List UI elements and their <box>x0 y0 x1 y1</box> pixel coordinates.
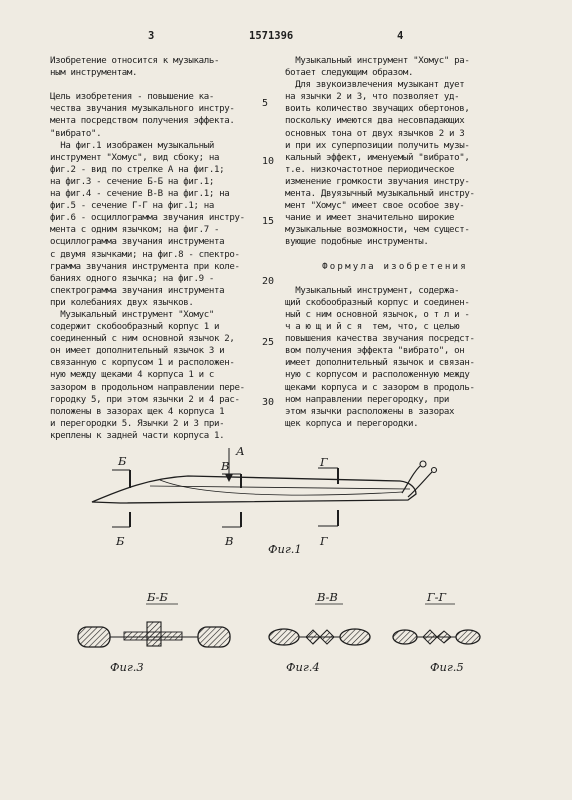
text-line: фиг.2 - вид по стрелке А на фиг.1; <box>50 164 225 175</box>
line-number: 15 <box>262 216 275 227</box>
text-line: мента. Двуязычный музыкальный инстру- <box>285 189 475 200</box>
text-line: соединенный с ним основной язычок 2, <box>50 334 235 345</box>
section-label-g-bottom: Г <box>320 534 328 548</box>
figure-4-caption: Фиг.4 <box>286 660 320 674</box>
text-line: кальный эффект, именуемый "вибрато", <box>285 152 470 163</box>
text-line: ном направлении перегородку, при <box>285 394 449 405</box>
text-line: воить количество звучащих обертонов, <box>285 104 470 115</box>
text-line: спектрограмма звучания инструмента <box>50 285 225 296</box>
text-line: ботает следующим образом. <box>285 68 414 79</box>
patent-number: 1571396 <box>249 30 294 42</box>
figure-1-side-view <box>92 444 437 556</box>
figure-4-section-vv <box>269 590 370 674</box>
text-line: чание и имеет значительно широкие <box>285 213 455 224</box>
text-line: музыкальные возможности, чем сущест- <box>285 225 470 236</box>
text-line: мента посредством получения эффекта. <box>50 116 235 127</box>
text-line: Изобретение относится к музыкаль- <box>50 56 220 66</box>
line-number: 30 <box>262 397 275 408</box>
text-line: ным инструментам. <box>50 68 138 79</box>
text-line: креплены к задней части корпуса 1. <box>50 430 225 441</box>
text-line: зазором в продольном направлении пере- <box>50 382 245 393</box>
section-label-g-top: Г <box>320 455 328 469</box>
text-line: связанную с корпусом 1 и расположен- <box>50 358 235 369</box>
text-line: Для звукоизвлечения музыкант дует <box>285 80 465 91</box>
text-line: на фиг.4 - сечение В-В на фиг.1; на <box>50 189 230 200</box>
section-label-b-top: Б <box>118 454 127 468</box>
text-line: на фиг.3 - сечение Б-Б на фиг.1; <box>50 176 214 187</box>
text-line: баниях одного язычка; на фиг.9 - <box>50 273 214 284</box>
text-line: при колебаниях двух язычков. <box>50 297 194 308</box>
figure-5-title: Г-Г <box>427 590 447 604</box>
text-line: вом получения эффекта "вибрато", он <box>285 346 465 357</box>
text-line: изменение громкости звучания инстру- <box>285 176 470 187</box>
text-line: щий скобообразный корпус и соединен- <box>285 297 470 308</box>
text-line: чества звучания музыкального инстру- <box>50 104 235 115</box>
text-line: "вибрато". <box>50 128 102 139</box>
text-line: фиг.6 - осциллограмма звучания инстру- <box>50 213 245 224</box>
figure-3-section-bb <box>78 590 230 674</box>
text-line: основных тона от двух язычков 2 и 3 <box>285 128 465 139</box>
line-number: 20 <box>262 276 275 287</box>
text-line: Формула изобретения <box>322 261 468 272</box>
line-number: 10 <box>262 156 275 167</box>
text-line: осциллограмма звучания инструмента <box>50 237 225 248</box>
page-number-right: 4 <box>397 30 404 42</box>
line-number: 25 <box>262 337 275 348</box>
text-line: этом язычки расположены в зазорах <box>285 406 455 417</box>
text-line: Музыкальный инструмент "Хомус" <box>50 309 214 320</box>
text-line: и при их суперпозиции получить музы- <box>285 140 470 151</box>
text-line: вующие подобные инструменты. <box>285 237 429 248</box>
text-line: ную между щеками 4 корпуса 1 и с <box>50 370 214 381</box>
text-line: Музыкальный инструмент, содержа- <box>285 285 460 296</box>
view-label-a: А <box>236 444 245 458</box>
text-line: ный с ним основной язычок, о т л и - <box>285 309 470 320</box>
text-line: на язычки 2 и 3, что позволяет уд- <box>285 92 460 103</box>
text-line: мента с одним язычком; на фиг.7 - <box>50 225 220 236</box>
text-line: ную с корпусом и расположенную между <box>285 370 470 381</box>
text-line: с двумя язычками; на фиг.8 - спектро- <box>50 249 240 260</box>
text-line: т.е. низкочастотное периодическое <box>285 164 455 175</box>
text-line: поскольку имеются два несовпадающих <box>285 116 465 127</box>
section-label-v-top: В <box>221 459 230 473</box>
section-label-v-bottom: В <box>225 534 234 548</box>
figure-3-caption: Фиг.3 <box>110 660 144 674</box>
text-line: ч а ю щ и й с я тем, что, с целью <box>285 322 460 333</box>
text-line: грамма звучания инструмента при коле- <box>50 261 240 272</box>
text-line: положены в зазорах щек 4 корпуса 1 <box>50 406 225 417</box>
text-line: щек корпуса и перегородки. <box>285 418 419 429</box>
text-line: На фиг.1 изображен музыкальный <box>50 140 214 151</box>
line-number: 5 <box>262 98 269 109</box>
section-label-b-bottom: Б <box>116 534 125 548</box>
text-line: Цель изобретения - повышение ка- <box>50 92 214 103</box>
figure-4-title: В-В <box>317 590 338 604</box>
text-line: Музыкальный инструмент "Хомус" ра- <box>285 56 470 66</box>
text-line: содержит скобообразный корпус 1 и <box>50 322 220 333</box>
text-line: инструмент "Хомус", вид сбоку; на <box>50 152 220 163</box>
figure-3-title: Б-Б <box>147 590 168 604</box>
figure-5-caption: Фиг.5 <box>430 660 464 674</box>
text-line: имеет дополнительный язычок и связан- <box>285 358 475 369</box>
figure-1-caption: Фиг.1 <box>268 542 302 556</box>
figure-5-section-gg <box>393 590 480 674</box>
text-line: и перегородки 5. Язычки 2 и 3 при- <box>50 418 225 429</box>
text-line: мент "Хомус" имеет свое особое зву- <box>285 201 465 212</box>
text-line: фиг.5 - сечение Г-Г на фиг.1; на <box>50 201 214 212</box>
text-line: повышения качества звучания посредст- <box>285 334 475 345</box>
text-line: он имеет дополнительный язычок 3 и <box>50 346 225 357</box>
page-number-left: 3 <box>148 30 155 42</box>
text-line: городку 5, при этом язычки 2 и 4 рас- <box>50 394 240 405</box>
text-line: щеками корпуса и с зазором в продоль- <box>285 382 475 393</box>
